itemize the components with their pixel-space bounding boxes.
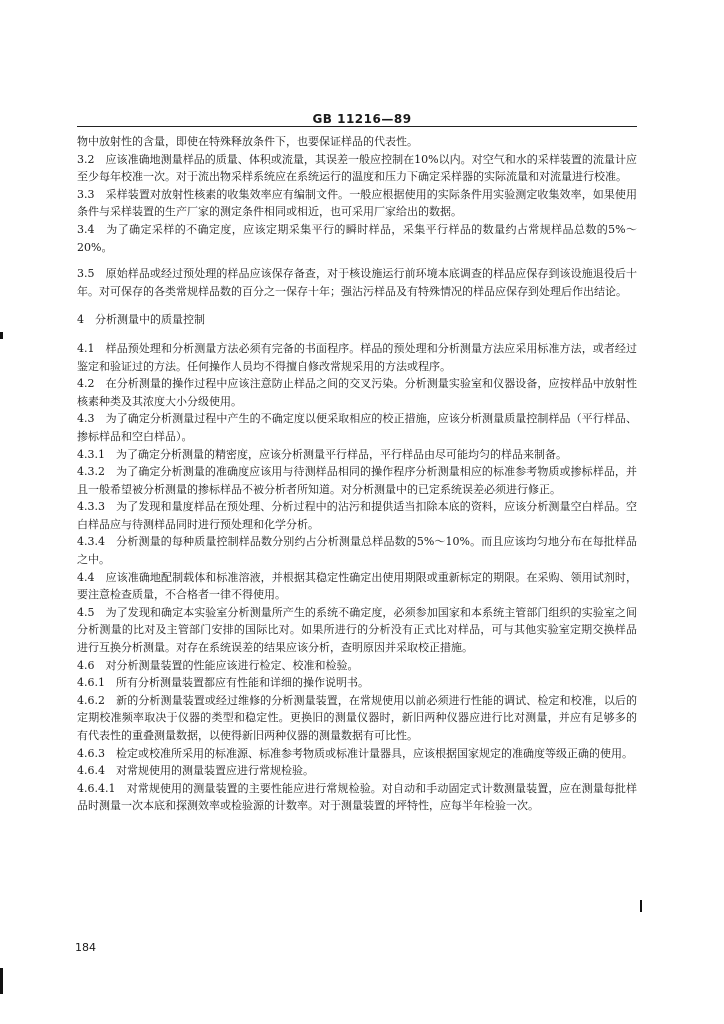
- clause-4-6-4-1: 4.6.4.1 对常规使用的测量装置的主要性能应进行常规检验。对自动和手动固定式计数测量装置，应在测量每批样品时测量一次本底和探测效率或检验源的计数率。对于测量装置的坪特性，应每半年检验一次。: [77, 781, 637, 813]
- clause-4-1: 4.1 样品预处理和分析测量方法必须有完备的书面程序。样品的预处理和分析测量方法应采用标准方法，或者经过鉴定和验证过的方法。任何操作人员均不得擅自修改常规采用的方法或程序。: [77, 341, 637, 373]
- clause-4-6-2: 4.6.2 新的分析测量装置或经过维修的分析测量装置，在常规使用以前必须进行性能的调试、检定和校准，以后的定期校准频率取决于仪器的类型和稳定性。更换旧的测量仪器时，新旧两种仪器应进行比对测量，并应有足够多的有代表性的重叠测量数据，以使得新旧两种仪器的测量数据有可比性。: [77, 693, 637, 742]
- clause-4-6-1: 4.6.1 所有分析测量装置都应有性能和详细的操作说明书。: [77, 676, 369, 690]
- clause-4-6-4: 4.6.4 对常规使用的测量装置应进行常规检验。: [77, 764, 314, 778]
- clause-4-4: 4.4 应该准确地配制载体和标准溶液，并根据其稳定性确定出使用期限或重新标定的期限。在采购、领用试剂时，要注意检查质量，不合格者一律不得使用。: [77, 570, 637, 602]
- clause-4-5: 4.5 为了发现和确定本实验室分析测量所产生的系统不确定度，必须参加国家和本系统主管部门组织的实验室之间分析测量的比对及主管部门安排的国际比对。如果所进行的分析没有正式比对样品，可与其他实验室定期交换样品进行互换分析测量。对存在系统误差的结果应该分析，查明原因并采取校正措施。: [77, 605, 637, 655]
- scan-mark: [640, 900, 642, 912]
- clause-4-3-4: 4.3.4 分析测量的每种质量控制样品数分别约占分析测量总样品数的5%～10%。而且应该均匀地分布在每批样品之中。: [77, 535, 637, 567]
- page-number: 184: [75, 941, 96, 954]
- clause-3-3: 3.3 采样装置对放射性核素的收集效率应有编制文件。一般应根据使用的实际条件用实验测定收集效率，如果使用条件与采样装置的生产厂家的测定条件相同或相近，也可采用厂家给出的数据。: [77, 187, 637, 219]
- clause-4-3-2: 4.3.2 为了确定分析测量的准确度应该用与待测样品相同的操作程序分析测量相应的标准参考物质或掺标样品，并且一般希望被分析测量的掺标样品不被分析者所知道。对分析测量中的已定系统误差必须进行修正。: [77, 465, 637, 496]
- clause-4-3-1: 4.3.1 为了确定分析测量的精密度，应该分析测量平行样品，平行样品由尽可能均匀的样品来制备。: [77, 447, 567, 461]
- clause-3-4: 3.4 为了确定采样的不确定度，应该定期采集平行的瞬时样品，采集平行样品的数量约占常规样品总数的5%～20%。: [77, 222, 637, 254]
- header-rule: [77, 126, 637, 127]
- clause-4-2: 4.2 在分析测量的操作过程中应该注意防止样品之间的交叉污染。分析测量实验室和仪器设备，应按样品中放射性核素种类及其浓度大小分级使用。: [77, 377, 637, 408]
- clause-3-5: 3.5 原始样品或经过预处理的样品应该保存备查，对于核设施运行前环境本底调查的样品应保存到该设施退役后十年。对可保存的各类常规样品数的百分之一保存十年；强沾污样品及有特殊情况的样品应保存到处理后作出结论。: [77, 267, 637, 298]
- clause-4-3-3: 4.3.3 为了发现和量度样品在预处理、分析过程中的沾污和提供适当扣除本底的资料，应该分析测量空白样品。空白样品应与待测样品同时进行预处理和化学分析。: [77, 500, 637, 531]
- scan-mark: [0, 968, 3, 994]
- scan-mark: [0, 332, 3, 339]
- section-4-heading: 4 分析测量中的质量控制: [77, 313, 205, 327]
- standard-code-header: GB 11216—89: [312, 112, 412, 126]
- clause-4-6-3: 4.6.3 检定或校准所采用的标准源、标准参考物质或标准计量器具，应该根据国家规定的准确度等级正确的使用。: [77, 746, 633, 760]
- clause-4-3: 4.3 为了确定分析测量过程中产生的不确定度以便采取相应的校正措施，应该分析测量质量控制样品（平行样品、掺标样品和空白样品）。: [77, 412, 637, 443]
- clause-4-6: 4.6 对分析测量装置的性能应该进行检定、校准和检验。: [77, 658, 359, 672]
- body-text: [77, 133, 637, 815]
- paragraph-continuation: 物中放射性的含量，即使在特殊释放条件下，也要保证样品的代表性。: [77, 135, 418, 148]
- clause-3-2: 3.2 应该准确地测量样品的质量、体积或流量，其误差一般应控制在10%以内。对空气和水的采样装置的流量计应至少每年校准一次。对于流出物采样系统应在系统运行的温度和压力下确定采样器的实际流量和对流量进行校准。: [77, 152, 637, 184]
